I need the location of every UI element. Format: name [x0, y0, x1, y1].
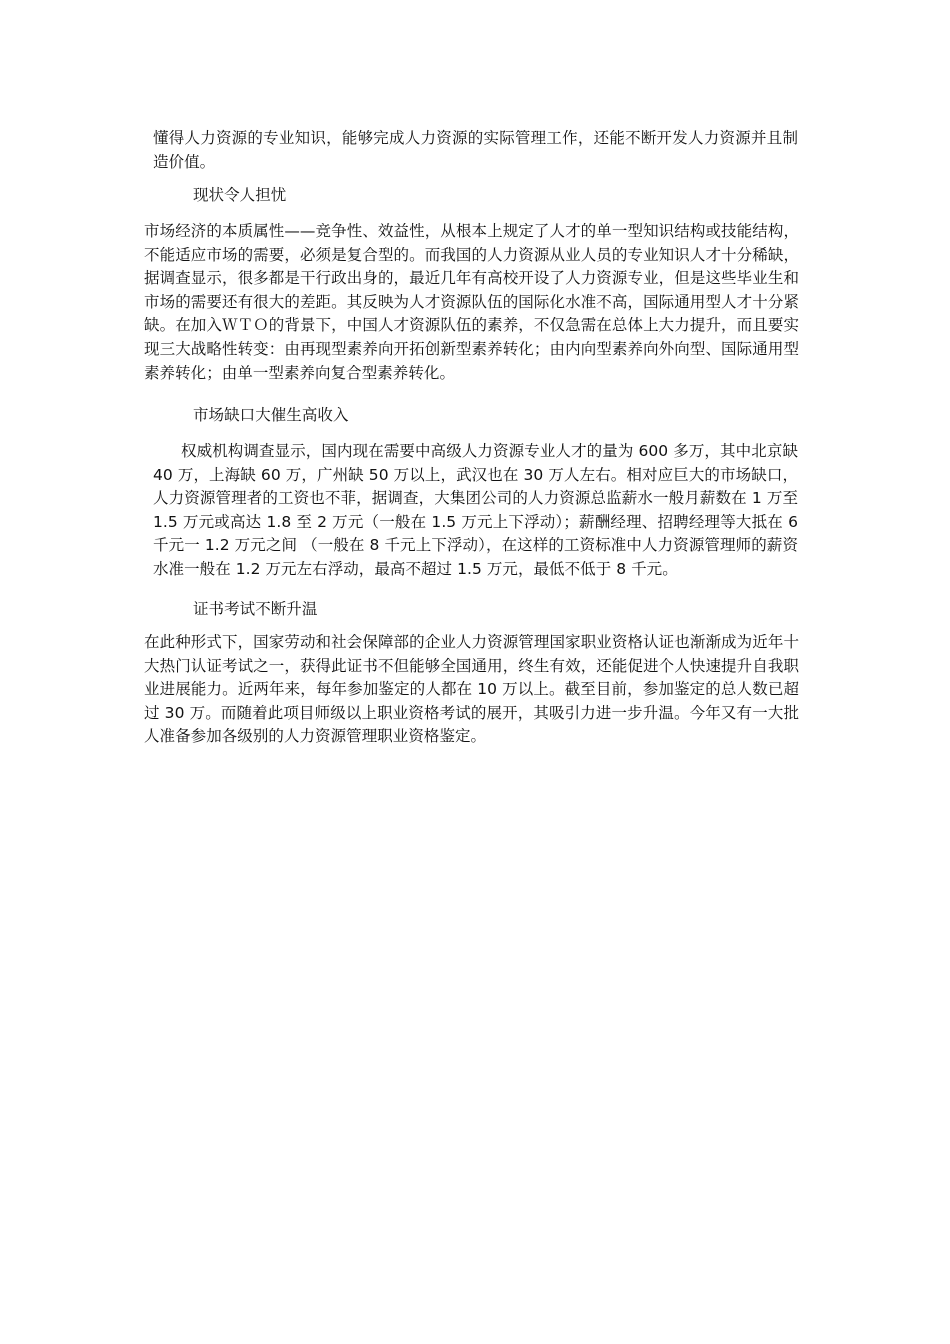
section-heading-concern: 现状令人担忧 [193, 186, 287, 204]
paragraph-concern: 市场经济的本质属性——竞争性、效益性，从根本上规定了人才的单一型知识结构或技能结构，不能适应市场的需要，必须是复合型的。而我国的人力资源从业人员的专业知识人才十分稀缺，据调查显示，很多都是干行政出身的，最近几年有高校开设了人力资源专业，但是这些毕业生和市场的需要还有很大的差距。其反映为人才资源队伍的国际化水准不高，国际通用型人才十分紧缺。在加入ＷＴＯ的背景下，中国人才资源队伍的素养，不仅急需在总体上大力提升，而且要实现三大战略性转变：由再现型素养向开拓创新型素养转化；由内向型素养向外向型、国际通用型素养转化；由单一型素养向复合型素养转化。 [144, 222, 799, 382]
paragraph-intro: 懂得人力资源的专业知识，能够完成人力资源的实际管理工作，还能不断开发人力资源并且制造价值。 [153, 129, 798, 171]
section-heading-income: 市场缺口大催生高收入 [193, 406, 349, 424]
paragraph-income-block [153, 440, 798, 582]
paragraph-exam: 在此种形式下，国家劳动和社会保障部的企业人力资源管理国家职业资格认证也渐渐成为近年十大热门认证考试之一，获得此证书不但能够全国通用，终生有效，还能促进个人快速提升自我职业进展能力。近两年来，每年参加鉴定的人都在 10 万以上。截至目前，参加鉴定的总人数已超过 30 万。而随着此项目师级以上职业资格考试的展开，其吸引力进一步升温。今年又有一大批人准备参加各级别的人力资源管理职业资格鉴定。 [144, 633, 799, 746]
paragraph-income: 权威机构调查显示，国内现在需要中高级人力资源专业人才的量为 600 多万，其中北京缺 40 万，上海缺 60 万，广州缺 50 万以上，武汉也在 30 万人左右。相对应巨大的市场缺口，人力资源管理者的工资也不菲，据调查，大集团公司的人力资源总监薪水一般月薪数在 1 万至 1.5 万元或高达 1.8 至 2 万元（一般在 1.5 万元上下浮动）；薪酬经理、招聘经理等大抵在 6 千元一 1.2 万元之间 （一般在 8 千元上下浮动），在这样的工资标准中人力资源管理师的薪资水准一般在 1.2 万元左右浮动，最高不超过 1.5 万元，最低不低于 8 千元。 [153, 442, 798, 578]
section-heading-exam: 证书考试不断升温 [193, 600, 318, 618]
